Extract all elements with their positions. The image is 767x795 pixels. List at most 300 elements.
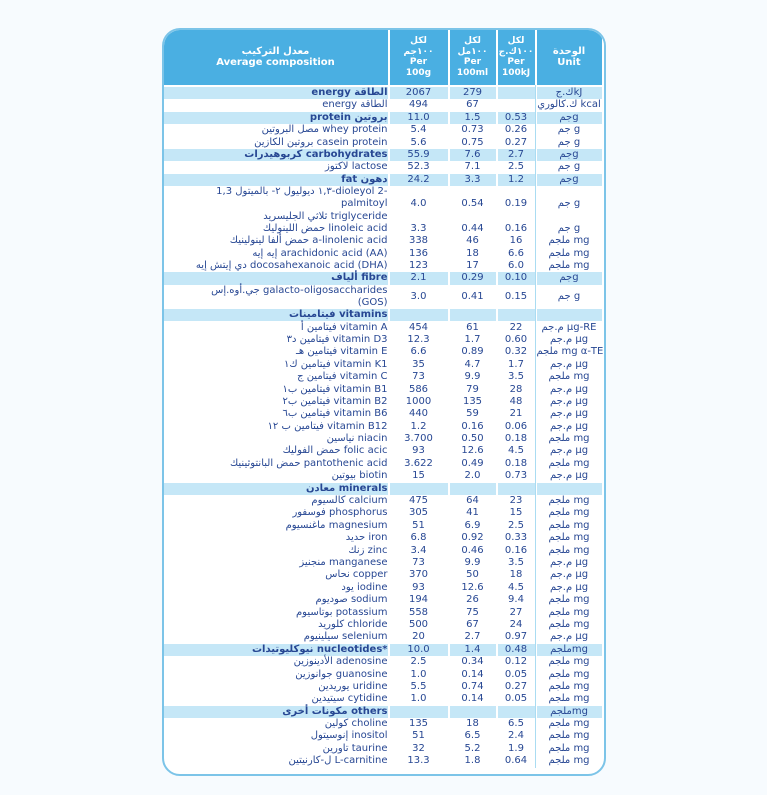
value-per-100ml: 0.44 (461, 222, 484, 234)
value-per-100ml: 0.75 (461, 136, 484, 148)
value-per-100kj: 0.12 (504, 656, 528, 668)
row-label (164, 322, 388, 334)
table-row (164, 174, 604, 186)
unit-english: g (573, 198, 581, 210)
row-label-english: niacin (357, 433, 388, 445)
value-per-100kj: 21 (509, 408, 523, 420)
unit-english: µg (575, 470, 589, 482)
unit-arabic: م.جم (549, 445, 573, 457)
row-unit (537, 322, 602, 334)
value-per-100g: 52.3 (407, 161, 430, 173)
value-per-100kj (498, 309, 535, 321)
table-row (164, 321, 604, 333)
row-label-english: cytidine (347, 693, 388, 705)
value-per-100g: 500 (408, 618, 429, 630)
row-label-arabic: كلوريد (318, 618, 345, 630)
value-per-100ml: 1.7 (464, 333, 481, 345)
row-unit (537, 396, 602, 408)
row-unit (537, 656, 602, 668)
unit-arabic: جم (557, 161, 571, 173)
value-per-100g: 3.622 (404, 457, 433, 469)
value-per-100kj: 9.4 (508, 594, 524, 606)
value-per-100ml: 0.14 (461, 693, 484, 705)
unit-english: mg α-TE (561, 346, 604, 358)
unit-english: µg (575, 395, 589, 407)
value-per-100g: 135 (408, 718, 429, 730)
value-per-100ml: 0.92 (461, 532, 484, 544)
value-per-100kj: 24 (509, 618, 523, 630)
value-per-100ml: 12.6 (461, 445, 484, 457)
row-label-arabic: إيه إيه (252, 247, 278, 259)
unit-arabic: م.جم (549, 470, 573, 482)
row-label-english: a-linolenic acid (312, 235, 388, 247)
row-label (164, 619, 388, 631)
row-label-arabic: سيتيدين (311, 693, 345, 705)
row-unit (537, 334, 602, 346)
value-per-100ml (450, 483, 496, 495)
row-label-english: chloride (347, 618, 388, 630)
row-label (164, 507, 388, 519)
row-label-arabic: نحاس (325, 569, 350, 581)
row-label (164, 693, 388, 705)
row-label-english: vitamin D3 (332, 333, 388, 345)
value-per-100kj: 1.9 (508, 742, 524, 754)
row-label-arabic: دي إيتش إيه (195, 260, 247, 271)
row-unit (537, 693, 602, 705)
value-per-100g (390, 706, 448, 718)
row-unit (537, 458, 602, 470)
value-per-100ml: 135 (462, 395, 483, 407)
row-label-arabic: لاكتوز (325, 161, 349, 173)
row-label-english: selenium (342, 631, 388, 643)
value-per-100g: 55.9 (390, 149, 448, 161)
row-label-english: triglyceride (330, 210, 388, 222)
unit-english: mg (573, 606, 590, 618)
row-label-arabic: صوديوم (315, 594, 348, 606)
value-per-100kj: 0.26 (504, 124, 528, 136)
unit-arabic: ملجم (548, 606, 571, 618)
value-per-100ml: 59 (466, 408, 479, 420)
row-label-english: casein protein (316, 136, 388, 148)
row-label (164, 706, 388, 718)
unit-arabic: ملجم (548, 433, 571, 445)
row-label (164, 223, 388, 235)
row-label-english: vitamin A (339, 321, 388, 333)
value-per-100kj: 6.0 (508, 260, 524, 271)
row-unit (537, 421, 602, 433)
table-row (164, 693, 604, 705)
value-per-100ml: 0.46 (461, 544, 484, 556)
unit-arabic: جم (557, 136, 571, 148)
value-per-100ml: 75 (466, 606, 479, 618)
value-per-100kj: 1.2 (498, 174, 535, 186)
row-label-arabic: يوريدين (318, 680, 350, 692)
row-unit (537, 520, 602, 532)
unit-english: mg (573, 433, 590, 445)
unit-arabic: م.جم (549, 557, 573, 568)
table-row (164, 149, 604, 161)
row-label-english: others (351, 705, 388, 717)
value-per-100kj: 28 (509, 383, 523, 395)
unit-english: mg (573, 742, 590, 754)
unit-header-arabic: الوحدة (552, 46, 586, 57)
row-label (164, 112, 388, 124)
value-per-100ml: 18 (466, 718, 479, 730)
value-per-100g: 558 (408, 606, 429, 618)
value-per-100ml: 1.4 (450, 644, 496, 656)
table-row (164, 582, 604, 594)
row-unit (537, 248, 602, 260)
value-per-100g: 24.2 (390, 174, 448, 186)
row-label (164, 458, 388, 470)
unit-arabic: ملجم (548, 718, 571, 730)
row-label (164, 248, 388, 260)
row-unit (537, 730, 602, 742)
table-row (164, 309, 604, 321)
value-per-100kj: 0.27 (504, 136, 528, 148)
unit-english: mg (573, 507, 590, 519)
value-per-100kj: 2.7 (498, 149, 535, 161)
table-row (164, 718, 604, 730)
unit-arabic: ملجم (548, 594, 571, 606)
row-label-english: vitamin K1 (333, 358, 388, 370)
unit-arabic: م.جم (549, 569, 573, 581)
value-per-100kj: 3.5 (508, 371, 524, 383)
value-per-100ml (450, 706, 496, 718)
unit-english: µg (575, 631, 589, 643)
row-label (164, 174, 388, 186)
value-per-100kj: 0.10 (498, 272, 535, 284)
unit-arabic: ملجم (548, 260, 571, 271)
row-label (164, 607, 388, 619)
row-label-arabic: الطاقة (354, 87, 388, 99)
value-per-100kj: 2.4 (508, 730, 524, 742)
value-per-100g: 93 (412, 445, 425, 457)
row-label-arabic: مصل البروتين (261, 124, 319, 136)
table-row (164, 743, 604, 755)
row-label-arabic: نياسين (326, 433, 355, 445)
unit-english: g (573, 136, 581, 148)
row-label-english: energy (322, 99, 358, 111)
row-label-arabic: تاورين (322, 742, 349, 754)
value-per-100g: 3.3 (410, 222, 427, 234)
unit-english: mg (573, 532, 590, 544)
row-label (164, 743, 388, 755)
unit-english: mg (573, 730, 590, 742)
row-unit (537, 260, 602, 272)
row-label-english: linoleic acid (328, 222, 388, 234)
value-per-100g: 1.2 (410, 420, 427, 432)
value-per-100ml: 2.0 (464, 470, 481, 482)
col-100g-en-line2: 100g (405, 67, 432, 78)
table-row (164, 112, 604, 124)
row-label-arabic: ألياف (331, 272, 358, 284)
value-per-100ml: 0.16 (461, 420, 484, 432)
value-per-100kj: 0.15 (504, 290, 528, 302)
row-label-english: potassium (335, 606, 388, 618)
value-per-100kj: 0.60 (504, 333, 528, 345)
row-label (164, 99, 388, 111)
unit-arabic: م.جم (549, 631, 573, 643)
unit-arabic: ملجم (548, 755, 571, 767)
row-unit (537, 557, 602, 569)
unit-arabic: م.جم (549, 358, 573, 370)
row-label (164, 656, 388, 668)
unit-arabic: ملجم (548, 730, 571, 742)
value-per-100ml: 1.5 (450, 112, 496, 124)
row-label-english: vitamin B12 (327, 420, 388, 432)
row-label (164, 384, 388, 396)
row-label-arabic: منجنيز (299, 557, 326, 568)
row-label (164, 569, 388, 581)
value-per-100kj: 0.97 (504, 631, 528, 643)
unit-english: µg (575, 445, 589, 457)
value-per-100ml: 67 (466, 618, 479, 630)
unit-arabic: ملجم (548, 235, 571, 247)
value-per-100ml: 0.54 (461, 198, 484, 210)
value-per-100g: 4.0 (410, 198, 427, 210)
col-100kj-en-line2: 100kJ (501, 67, 531, 78)
row-label-english: vitamins (339, 309, 388, 321)
value-per-100kj: 27 (509, 606, 523, 618)
table-row (164, 458, 604, 470)
value-per-100ml: 12.6 (461, 581, 484, 593)
row-label (164, 718, 388, 730)
row-unit (537, 644, 602, 656)
unit-arabic: م.جم (549, 581, 573, 593)
header-col-unit (537, 30, 602, 85)
value-per-100kj: 0.48 (498, 644, 535, 656)
row-label-arabic: كولين (324, 718, 349, 730)
value-per-100kj: 0.53 (498, 112, 535, 124)
table-row (164, 681, 604, 693)
table-row (164, 346, 604, 358)
table-row (164, 706, 604, 718)
row-label-arabic: مكونات أخرى (282, 705, 348, 717)
row-label-english: vitamin C (339, 371, 388, 383)
table-row (164, 408, 604, 420)
row-unit (537, 545, 602, 557)
col-100ml-ar-line1: لكل (464, 36, 481, 46)
value-per-100kj: 0.32 (504, 346, 528, 358)
row-label-arabic: فيتامين ك١ (283, 358, 331, 370)
table-row (164, 656, 604, 668)
row-unit (537, 718, 602, 730)
row-label (164, 582, 388, 594)
unit-arabic: م.جم (549, 333, 573, 345)
row-label (164, 359, 388, 371)
unit-english: µg (575, 408, 589, 420)
row-unit (537, 681, 602, 693)
row-label-arabic: فيتامين ب١ (282, 383, 331, 395)
unit-arabic: جم (559, 111, 573, 123)
value-per-100kj: 6.6 (508, 247, 524, 259)
row-label (164, 545, 388, 557)
row-label-arabic: ل-كارنيتين (288, 755, 332, 767)
row-label-english: nucleotides* (316, 643, 388, 655)
value-per-100kj: 0.16 (504, 222, 528, 234)
row-label-english: magnesium (328, 519, 388, 531)
value-per-100g: 13.3 (407, 755, 430, 767)
row-unit (537, 99, 602, 111)
row-unit (537, 569, 602, 581)
value-per-100g: 73 (412, 371, 425, 383)
row-label-arabic: فيتامين أ (300, 321, 337, 333)
value-per-100g: 194 (408, 594, 429, 606)
unit-arabic: ملجم (548, 519, 571, 531)
table-row (164, 730, 604, 742)
table-row (164, 520, 604, 532)
value-per-100g: 2067 (390, 87, 448, 99)
row-unit (537, 408, 602, 420)
value-per-100g: 454 (408, 321, 429, 333)
row-unit (537, 87, 602, 99)
value-per-100g: 3.4 (410, 544, 427, 556)
row-label (164, 272, 388, 284)
row-unit (537, 359, 602, 371)
row-label-english: whey protein (322, 124, 388, 136)
value-per-100kj: 6.5 (508, 718, 524, 730)
row-label-arabic: الأدينوزين (293, 656, 333, 668)
unit-english: mg (573, 247, 590, 259)
unit-arabic: جم (559, 149, 573, 161)
row-unit (537, 607, 602, 619)
unit-arabic: جم (557, 290, 571, 302)
value-per-100ml: 41 (466, 507, 479, 519)
row-label (164, 186, 388, 223)
value-per-100ml: 4.7 (464, 358, 481, 370)
row-label-arabic: حمض البانتوثينيك (229, 457, 301, 469)
row-label-arabic: بروتين الكازين (254, 136, 314, 148)
row-unit (537, 619, 602, 631)
col-100g-ar-line1: لكل (410, 36, 427, 46)
row-unit (537, 309, 602, 321)
row-label-english: phosphorus (329, 507, 388, 519)
table-row (164, 557, 604, 569)
value-per-100g: 32 (412, 742, 425, 754)
value-per-100ml: 2.7 (464, 631, 481, 643)
value-per-100g: 1.0 (410, 668, 427, 680)
row-label (164, 483, 388, 495)
value-per-100ml: 0.50 (461, 433, 484, 445)
table-row (164, 285, 604, 309)
value-per-100kj: 2.5 (508, 519, 524, 531)
row-label-english: guanosine (335, 668, 388, 680)
value-per-100ml: 9.9 (464, 371, 481, 383)
row-unit (537, 384, 602, 396)
value-per-100ml (450, 309, 496, 321)
value-per-100kj: 1.7 (508, 358, 524, 370)
row-label (164, 594, 388, 606)
row-unit (537, 582, 602, 594)
unit-arabic: ملجم (548, 618, 571, 630)
value-per-100ml: 3.3 (450, 174, 496, 186)
row-label-english: sodium (350, 594, 388, 606)
table-body (164, 85, 604, 768)
row-label-english: vitamin B2 (333, 395, 388, 407)
col-100ml-ar-line2: ١٠٠مل (457, 46, 488, 57)
row-label-english: zinc (367, 544, 388, 556)
value-per-100kj: 0.05 (504, 693, 528, 705)
value-per-100ml: 0.29 (450, 272, 496, 284)
value-per-100g: 3.700 (404, 433, 433, 445)
value-per-100g: 12.3 (407, 333, 430, 345)
unit-english: mg (573, 656, 590, 668)
col-100g-ar-line2: ١٠٠جم (403, 46, 434, 57)
unit-arabic: ملجم (550, 643, 572, 655)
unit-arabic: ملجم (548, 457, 571, 469)
value-per-100ml: 1.8 (464, 755, 481, 767)
row-label-arabic: حمض اللينوليك (262, 222, 326, 234)
value-per-100kj: 0.27 (504, 680, 528, 692)
row-label-arabic: إنوسيتول (310, 730, 349, 742)
unit-arabic: م.جم (549, 383, 573, 395)
unit-english: mg (573, 457, 590, 469)
unit-english: mg (573, 594, 590, 606)
unit-arabic: ملجم (548, 247, 571, 259)
table-row (164, 260, 604, 272)
value-per-100ml: 26 (466, 594, 479, 606)
row-unit (537, 272, 602, 284)
row-unit (537, 706, 602, 718)
row-label-arabic: زنك (348, 544, 365, 556)
value-per-100g: 494 (408, 99, 429, 111)
row-label (164, 137, 388, 149)
row-label-english: manganese (328, 557, 388, 568)
header-col-per-100kj (498, 30, 535, 85)
row-label-arabic: الطاقة (360, 99, 388, 111)
value-per-100g: 73 (412, 557, 425, 568)
row-label-arabic: معادن (305, 482, 336, 494)
table-row (164, 421, 604, 433)
row-unit (537, 495, 602, 507)
row-label-english: uridine (352, 680, 388, 692)
unit-english: g (572, 272, 579, 284)
value-per-100ml: 0.89 (461, 346, 484, 358)
row-unit (537, 291, 602, 303)
table-row (164, 396, 604, 408)
row-label-arabic: فيتامين هـ (295, 346, 338, 358)
value-per-100kj (498, 87, 535, 99)
value-per-100g: 475 (408, 495, 429, 507)
unit-english: mg (573, 755, 590, 767)
table-row (164, 371, 604, 383)
value-per-100ml: 50 (466, 569, 479, 581)
unit-arabic: ملجم (550, 705, 572, 717)
unit-english: mg (573, 693, 590, 705)
value-per-100kj: 0.18 (504, 457, 528, 469)
row-unit (537, 112, 602, 124)
row-unit (537, 149, 602, 161)
table-row (164, 334, 604, 346)
row-label-english: fat (341, 173, 358, 185)
row-label (164, 520, 388, 532)
row-label (164, 408, 388, 420)
row-label-english: calcium (348, 495, 388, 507)
col-100kj-ar-line2: ١٠٠ك.ج (498, 46, 534, 57)
row-unit (537, 483, 602, 495)
row-label (164, 371, 388, 383)
row-unit (537, 743, 602, 755)
table-row (164, 87, 604, 99)
table-row (164, 631, 604, 643)
row-label-english: inositol (351, 730, 388, 742)
value-per-100g: 2.5 (410, 656, 427, 668)
unit-arabic: ملجم (548, 668, 571, 680)
row-label-arabic: جوانوزين (295, 668, 333, 680)
unit-english: mg (573, 519, 590, 531)
row-label-arabic: فيتامين ب٦ (282, 408, 331, 420)
